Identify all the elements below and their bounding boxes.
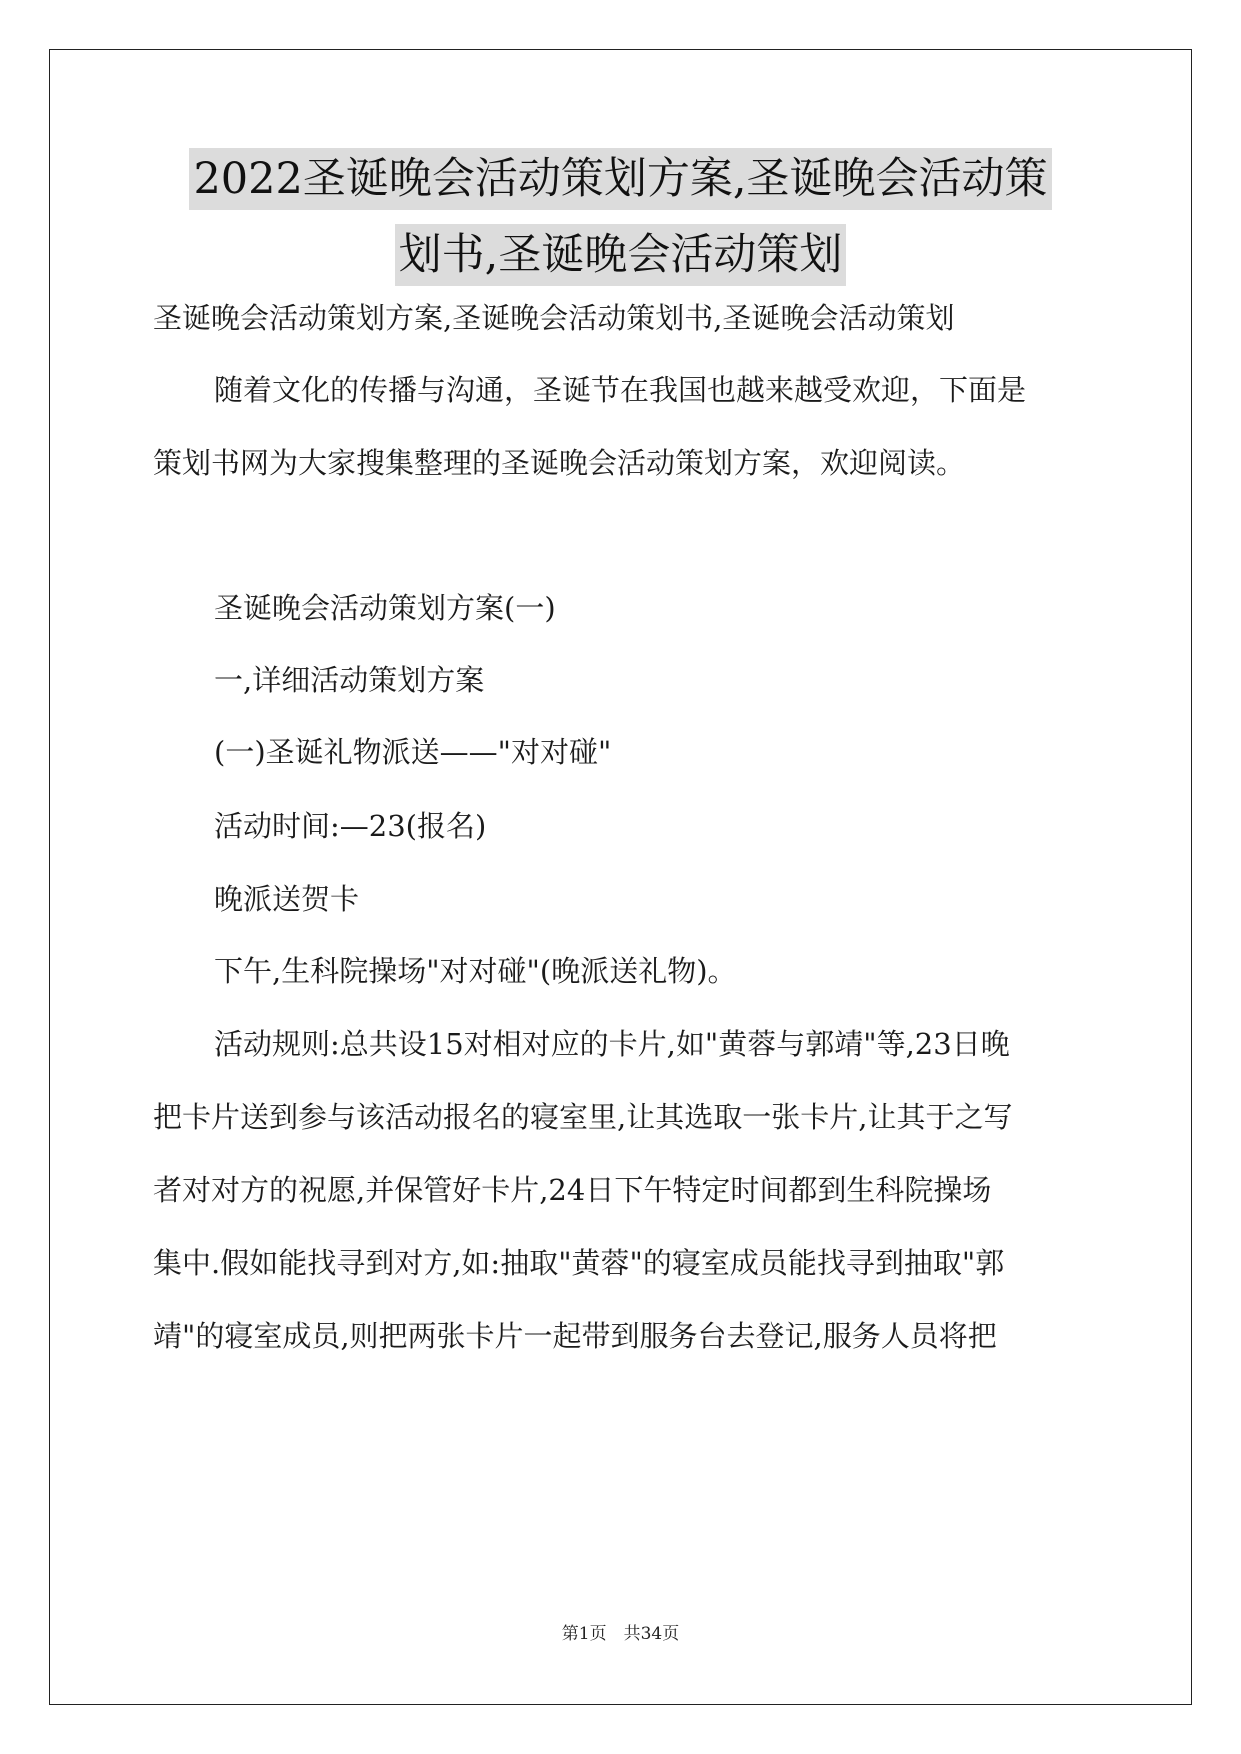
title-line-2: 划书,圣诞晚会活动策划 xyxy=(395,224,847,286)
paragraph-line: 靖"的寝室成员,则把两张卡片一起带到服务台去登记,服务人员将把 xyxy=(153,1319,997,1353)
section-heading: 圣诞晚会活动策划方案(一) xyxy=(214,591,556,625)
paragraph-line: 把卡片送到参与该活动报名的寝室里,让其选取一张卡片,让其于之写 xyxy=(153,1100,1013,1134)
paragraph-line: 者对对方的祝愿,并保管好卡片,24日下午特定时间都到生科院操场 xyxy=(153,1173,992,1207)
section-heading: 一,详细活动策划方案 xyxy=(214,663,485,697)
subsection-heading: (一)圣诞礼物派送——"对对碰" xyxy=(214,735,612,769)
paragraph-line: 集中.假如能找寻到对方,如:抽取"黄蓉"的寝室成员能找寻到抽取"郭 xyxy=(153,1246,1005,1280)
paragraph-line: 下午,生科院操场"对对碰"(晚派送礼物)。 xyxy=(214,954,737,988)
paragraph-line: 随着文化的传播与沟通，圣诞节在我国也越来越受欢迎，下面是 xyxy=(214,373,1027,407)
paragraph-line: 活动时间:—23(报名) xyxy=(214,809,487,843)
paragraph-line: 晚派送贺卡 xyxy=(214,882,360,916)
subtitle-line: 圣诞晚会活动策划方案,圣诞晚会活动策划书,圣诞晚会活动策划 xyxy=(153,301,955,335)
document-title xyxy=(0,148,1241,286)
title-line-1: 2022圣诞晚会活动策划方案,圣诞晚会活动策 xyxy=(189,148,1051,210)
paragraph-line: 策划书网为大家搜集整理的圣诞晚会活动策划方案，欢迎阅读。 xyxy=(153,446,966,480)
paragraph-line: 活动规则:总共设15对相对应的卡片,如"黄蓉与郭靖"等,23日晚 xyxy=(214,1027,1010,1061)
page-number-footer: 第1页 共34页 xyxy=(561,1624,680,1644)
